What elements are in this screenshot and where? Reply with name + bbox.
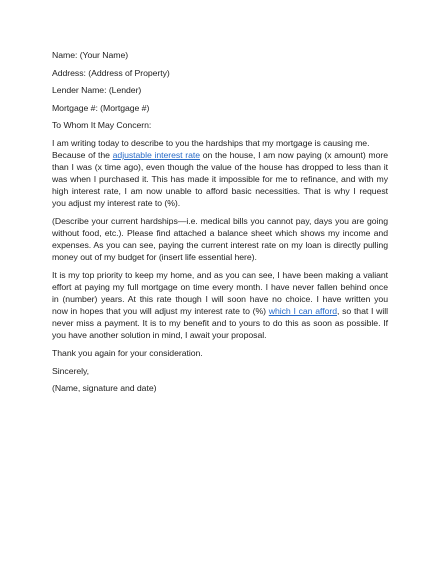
thanks [52, 347, 388, 359]
p3-line-5: never miss a payment. It is to my benefit and to yours to do this as soon as possible. If [52, 318, 388, 329]
mortgage-line: Mortgage #: (Mortgage #) [52, 102, 150, 113]
p2-line-1: (Describe your current hardships—i.e. medical bills you cannot pay, days you are going [52, 216, 388, 227]
paragraph-priority [52, 269, 388, 342]
header-lender [52, 84, 388, 96]
thanks-line: Thank you again for your consideration. [52, 347, 203, 358]
p1-line-3: than I was (x time ago), even though the value of the house has dropped to less than it [52, 162, 388, 173]
p1-line-4: was when I purchased it. This has made it impossible for me to refinance, and with my [52, 174, 388, 185]
p2-line-2: without food, etc.). Please find attached a balance sheet which shows my income and [52, 228, 388, 239]
name-line: Name: (Your Name) [52, 50, 129, 60]
paragraph-details [52, 215, 388, 263]
p3-line-6: you have another solution in mind, I await your proposal. [52, 330, 267, 341]
sincerely-line: Sincerely, [52, 365, 89, 376]
p3-line-1: It is my top priority to keep my home, and as you can see, I have been making a valiant [52, 269, 388, 280]
p1-line-2-post: on the house, I am now paying (x amount) more [200, 150, 388, 161]
p2-line-3: expenses. As you can see, paying the current interest rate on my loan is directly pulling [52, 240, 388, 251]
p3-line-2: effort at paying my full mortgage on time every month. I have never fallen behind once [52, 282, 388, 292]
p2-line-4: money out of my budget for (insert life essential here). [52, 252, 257, 263]
which-i-can-afford-link[interactable]: which I can afford [268, 306, 337, 317]
salutation [52, 119, 388, 131]
p1-line-1: I am writing today to describe to you the hardships that my mortgage is causing me. [52, 137, 370, 148]
p1-line-6: you adjust my interest rate to (%). [52, 198, 181, 209]
p1-line-2 [52, 149, 388, 161]
p3-line-4-post: , so that I will [336, 306, 388, 317]
letter-page [52, 49, 388, 400]
header-name [52, 49, 388, 61]
sign-off [52, 365, 388, 377]
p3-line-4-pre: now in hopes that you will adjust my interest rate to (%) [52, 306, 269, 317]
signature-line: (Name, signature and date) [52, 383, 157, 394]
address-line: Address: (Address of Property) [52, 67, 170, 78]
header-address [52, 67, 388, 79]
salutation-line: To Whom It May Concern: [52, 120, 152, 131]
p1-line-5: high interest rate, I am now unable to afford basic necessities. That is why I request [52, 186, 388, 197]
header-mortgage [52, 102, 388, 114]
p3-line-4 [52, 305, 388, 317]
p1-line-2-pre: Because of the [52, 150, 113, 161]
paragraph-hardship [52, 137, 388, 210]
p3-line-3: in (number) years. At this rate though I will soon have no choice. I have written you [52, 294, 388, 305]
signature-block [52, 382, 388, 394]
adjustable-interest-rate-link[interactable]: adjustable interest rate [112, 150, 201, 161]
lender-line: Lender Name: (Lender) [52, 85, 142, 96]
